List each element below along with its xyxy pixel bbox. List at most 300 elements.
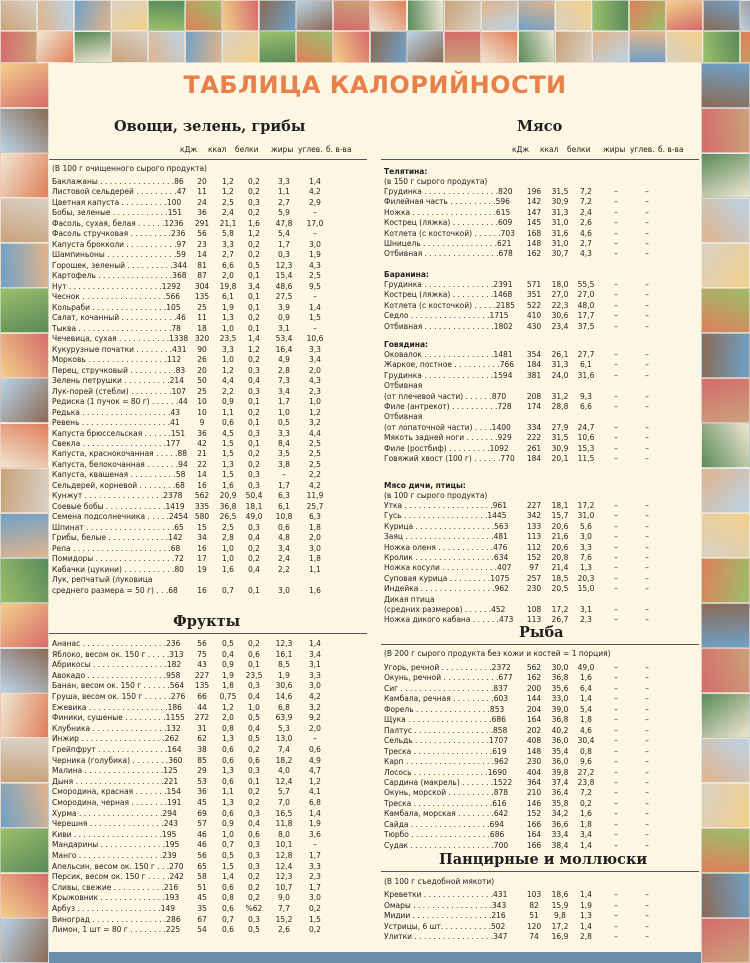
product-name: Шампиньоны . . . . . . . . . . . . . . .59 bbox=[52, 250, 186, 260]
nutrient-value: 7,6 bbox=[580, 553, 592, 562]
nutrient-value: 18,2 bbox=[275, 755, 293, 765]
nutrient-value: 1,6 bbox=[222, 480, 234, 490]
nutrient-value: – bbox=[645, 454, 649, 463]
product-name: Малина . . . . . . . . . . . . . . . . .125 bbox=[52, 766, 178, 776]
table-row bbox=[384, 830, 696, 839]
nutrient-value: 36,4 bbox=[551, 788, 569, 798]
nutrient-value: 152 bbox=[526, 553, 542, 562]
table-row bbox=[52, 809, 364, 818]
nutrient-value: 20 bbox=[197, 177, 207, 186]
table-row bbox=[52, 334, 364, 343]
nutrient-value: 87 bbox=[197, 271, 207, 281]
nutrient-value: 408 bbox=[526, 736, 542, 746]
nutrient-value: 7,3 bbox=[278, 376, 290, 386]
product-name: Курица . . . . . . . . . . . . . . . . .563 bbox=[384, 521, 509, 531]
nutrient-value: – bbox=[614, 798, 618, 808]
product-name: Сельдь . . . . . . . . . . . . . . . .1707 bbox=[384, 736, 509, 746]
nutrient-value: 0,1 bbox=[248, 776, 260, 786]
nutrient-value: 3,3 bbox=[309, 344, 321, 354]
table-row bbox=[52, 703, 364, 712]
nutrient-value: 34 bbox=[197, 533, 207, 543]
nutrient-value: 152 bbox=[526, 809, 542, 819]
product-name: Улитки . . . . . . . . . . . . . . . . .347 bbox=[384, 932, 508, 941]
product-name: Клубника . . . . . . . . . . . . . . . .132 bbox=[52, 723, 181, 733]
nutrient-value: 0,1 bbox=[248, 397, 260, 407]
nutrient-value: 13,0 bbox=[275, 734, 293, 744]
nutrient-value: 5,7 bbox=[278, 787, 290, 797]
nutrient-value: 3,1 bbox=[309, 660, 321, 670]
nutrient-value: 1,2 bbox=[309, 776, 321, 786]
nutrient-value: 39,0 bbox=[551, 704, 569, 714]
collage-photo-tile bbox=[481, 0, 518, 31]
nutrient-value: 3,3 bbox=[580, 542, 592, 552]
nutrient-value: – bbox=[614, 433, 618, 443]
product-name: Инжир . . . . . . . . . . . . . . . . . .262 bbox=[52, 734, 180, 744]
nutrient-value: – bbox=[614, 402, 618, 411]
nutrient-value: 1,4 bbox=[309, 302, 321, 312]
nutrient-value: 5,6 bbox=[580, 521, 592, 531]
nutrient-value: 0,2 bbox=[248, 554, 260, 564]
nutrient-value: 1,9 bbox=[278, 670, 290, 680]
nutrient-value: 3,1 bbox=[278, 323, 290, 333]
nutrient-value: 3,3 bbox=[278, 428, 290, 438]
nutrient-value: 16,9 bbox=[551, 932, 569, 941]
header-protein: белки bbox=[235, 145, 259, 154]
nutrient-value: 2,5 bbox=[222, 522, 234, 532]
product-name: Угорь, речной . . . . . . . . . . .2372 bbox=[384, 663, 511, 672]
table-row bbox=[52, 565, 364, 574]
nutrient-value: 148 bbox=[526, 746, 542, 756]
header-kj: кДж bbox=[512, 145, 530, 154]
nutrient-value: 45 bbox=[197, 893, 207, 903]
nutrient-value: 36,8 bbox=[551, 715, 569, 725]
product-name: Абрикосы . . . . . . . . . . . . . . . .182 bbox=[52, 660, 182, 670]
nutrient-value: 1,0 bbox=[222, 829, 234, 839]
table-row bbox=[52, 460, 364, 469]
nutrient-value: 24,0 bbox=[551, 370, 569, 380]
nutrient-value: 56 bbox=[197, 229, 207, 239]
table-row bbox=[52, 271, 364, 280]
collage-photo-tile bbox=[0, 108, 49, 153]
nutrient-value: 0,8 bbox=[222, 723, 234, 733]
nutrient-value: 21,6 bbox=[551, 532, 569, 542]
product-name: Нут . . . . . . . . . . . . . . . . . . . .1292 bbox=[52, 281, 181, 291]
product-name: Кабачки (цукини) . . . . . . . . . . .80 bbox=[52, 564, 184, 574]
nutrient-value: 55,5 bbox=[577, 280, 595, 289]
table-row bbox=[384, 922, 696, 931]
table-row bbox=[384, 684, 696, 693]
collage-photo-tile bbox=[148, 31, 185, 63]
product-name: Форель . . . . . . . . . . . . . . . .853 bbox=[384, 704, 505, 714]
nutrient-value: 36,8 bbox=[551, 673, 569, 683]
collage-photo-tile bbox=[185, 31, 222, 63]
nutrient-value: 112 bbox=[526, 542, 542, 552]
nutrient-value: 0,4 bbox=[248, 533, 260, 543]
nutrient-value: 46 bbox=[197, 829, 207, 839]
nutrient-value: 19 bbox=[197, 564, 207, 574]
header-kcal: ккал bbox=[540, 145, 559, 154]
product-name: Кукурузные початки . . . . . . . .431 bbox=[52, 344, 187, 354]
nutrient-value: 1,8 bbox=[222, 681, 234, 691]
table-row bbox=[384, 218, 696, 227]
collage-photo-tile bbox=[701, 873, 750, 918]
nutrient-value: 0,5 bbox=[222, 851, 234, 860]
nutrient-value: – bbox=[614, 819, 618, 829]
nutrient-value: 204 bbox=[526, 704, 542, 714]
table-row bbox=[52, 798, 364, 807]
nutrient-value: – bbox=[645, 402, 649, 411]
nutrient-value: 1,8 bbox=[580, 819, 592, 829]
nutrient-value: 3,4 bbox=[278, 543, 290, 553]
nutrient-value: 16,1 bbox=[275, 649, 293, 659]
nutrient-value: 0,9 bbox=[222, 819, 234, 829]
nutrient-value: – bbox=[614, 290, 618, 300]
nutrient-value: 31,6 bbox=[551, 228, 569, 238]
product-name: Говяжий хвост (100 г) . . . . . .770 bbox=[384, 454, 515, 463]
product-name: Цветная капуста . . . . . . . . . .100 bbox=[52, 197, 182, 207]
collage-photo-tile bbox=[370, 0, 407, 31]
nutrient-value: 69 bbox=[197, 808, 207, 818]
table-row bbox=[384, 433, 696, 442]
nutrient-value: 16,4 bbox=[275, 344, 293, 354]
nutrient-value: – bbox=[614, 809, 618, 819]
nutrient-value: 0,5 bbox=[278, 418, 290, 428]
nutrient-value: 1,6 bbox=[580, 673, 592, 683]
nutrient-value: 27,5 bbox=[275, 292, 293, 302]
nutrient-value: 0,6 bbox=[222, 776, 234, 786]
fish-note: (В 200 г сырого продукта без кожи и костей = 1 порция) bbox=[384, 649, 611, 658]
nutrient-value: 1,6 bbox=[248, 218, 260, 228]
table-row bbox=[52, 883, 364, 892]
nutrient-value: 2,8 bbox=[580, 932, 592, 941]
collage-photo-tile bbox=[37, 0, 74, 31]
nutrient-value: 12,4 bbox=[275, 861, 293, 871]
table-row bbox=[52, 523, 364, 532]
header-kcal: ккал bbox=[208, 145, 227, 154]
nutrient-value: 51 bbox=[529, 911, 539, 920]
nutrient-value: 23,5 bbox=[219, 334, 237, 344]
product-name: Индейка . . . . . . . . . . . . . . . .962 bbox=[384, 584, 509, 594]
nutrient-value: 4,9 bbox=[309, 755, 321, 765]
nutrient-value: 1,1 bbox=[222, 407, 234, 417]
nutrient-value: 29 bbox=[197, 766, 207, 776]
nutrient-value: 20 bbox=[197, 365, 207, 375]
nutrient-value: – bbox=[614, 757, 618, 767]
nutrient-value: 1,5 bbox=[309, 914, 321, 924]
nutrient-value: – bbox=[313, 840, 317, 850]
collage-photo-tile bbox=[701, 288, 750, 333]
nutrient-value: 0,1 bbox=[248, 271, 260, 281]
nutrient-value: 37,4 bbox=[551, 777, 569, 787]
nutrient-value: 31,6 bbox=[577, 370, 595, 380]
nutrient-value: – bbox=[614, 663, 618, 672]
nutrient-value: 36,6 bbox=[551, 819, 569, 829]
nutrient-value: 0,6 bbox=[222, 925, 234, 935]
product-name: Шницель . . . . . . . . . . . . . . . .621 bbox=[384, 239, 512, 248]
nutrient-value: 174 bbox=[526, 402, 542, 411]
nutrient-value: 0,1 bbox=[248, 418, 260, 428]
section-title-fish: Рыба bbox=[519, 624, 564, 641]
product-name: Кострец (ляжка) . . . . . . . . .1468 bbox=[384, 290, 513, 300]
nutrient-value: 35,6 bbox=[551, 683, 569, 693]
nutrient-value: 0,2 bbox=[248, 893, 260, 903]
collage-photo-tile bbox=[701, 243, 750, 288]
collage-photo-tile bbox=[0, 468, 49, 513]
header-kj: кДж bbox=[180, 145, 198, 154]
table-row bbox=[52, 692, 364, 701]
nutrient-value: 4,3 bbox=[309, 376, 321, 386]
nutrient-value: – bbox=[614, 715, 618, 725]
nutrient-value: 2,5 bbox=[309, 459, 321, 469]
collage-photo-tile bbox=[629, 0, 666, 31]
table-row bbox=[384, 311, 696, 320]
nutrient-value: 0,1 bbox=[248, 439, 260, 448]
table-row bbox=[384, 563, 696, 572]
nutrient-value: 15,7 bbox=[551, 511, 569, 521]
nutrient-value: 57 bbox=[197, 819, 207, 829]
table-row bbox=[52, 366, 364, 375]
collage-photo-tile bbox=[701, 513, 750, 558]
nutrient-value: – bbox=[645, 280, 649, 289]
nutrient-value: – bbox=[614, 521, 618, 531]
product-name: Редиска (1 пучок = 80 г) . . . . . .44 bbox=[52, 397, 188, 407]
nutrient-value: 1,1 bbox=[222, 787, 234, 797]
product-name: Тыква . . . . . . . . . . . . . . . . . . . .78 bbox=[52, 323, 181, 333]
nutrient-value: 4,6 bbox=[580, 228, 592, 238]
nutrient-value: 168 bbox=[526, 228, 542, 238]
nutrient-value: 108 bbox=[526, 605, 542, 614]
product-name: Лимон, 1 шт = 80 г . . . . . . . .225 bbox=[52, 925, 181, 935]
nutrient-value: 230 bbox=[526, 584, 542, 594]
nutrient-value: 0,3 bbox=[248, 197, 260, 207]
nutrient-value: – bbox=[614, 840, 618, 850]
nutrient-value: 36 bbox=[197, 787, 207, 797]
nutrient-value: 7,2 bbox=[580, 187, 592, 196]
table-row bbox=[384, 736, 696, 745]
product-name: Грейпфрут . . . . . . . . . . . . . . .164 bbox=[52, 745, 182, 754]
collage-photo-tile bbox=[740, 0, 750, 31]
nutrient-value: 1,3 bbox=[222, 459, 234, 469]
nutrient-value: 38 bbox=[197, 745, 207, 754]
nutrient-value: 0,3 bbox=[278, 250, 290, 260]
table-row bbox=[52, 840, 364, 849]
nutrient-value: 51 bbox=[197, 882, 207, 892]
product-name: Капуста брокколи . . . . . . . . . . .97 bbox=[52, 239, 187, 249]
nutrient-value: 1,0 bbox=[222, 355, 234, 365]
nutrient-value: 2,7 bbox=[222, 250, 234, 260]
collage-photo-tile bbox=[0, 828, 49, 873]
nutrient-value: 1,4 bbox=[580, 921, 592, 931]
nutrient-value: 4,0 bbox=[278, 766, 290, 776]
nutrient-value: 1,0 bbox=[222, 554, 234, 564]
product-name: Кольраби . . . . . . . . . . . . . . . .105 bbox=[52, 302, 181, 312]
nutrient-value: 33,0 bbox=[551, 694, 569, 704]
product-name: Манго . . . . . . . . . . . . . . . . . .239 bbox=[52, 851, 177, 860]
nutrient-value: 0,2 bbox=[248, 250, 260, 260]
product-name: Сиг . . . . . . . . . . . . . . . . . . . .837 bbox=[384, 683, 508, 693]
table-row bbox=[52, 819, 364, 828]
table-row bbox=[384, 788, 696, 797]
nutrient-value: 18,6 bbox=[551, 890, 569, 899]
product-name: Ножка . . . . . . . . . . . . . . . . . .615 bbox=[384, 207, 511, 217]
nutrient-value: 404 bbox=[526, 767, 542, 777]
nutrient-value: – bbox=[645, 197, 649, 207]
nutrient-value: – bbox=[645, 683, 649, 693]
table-row bbox=[384, 901, 696, 910]
column-headers-right bbox=[381, 145, 699, 155]
nutrient-value: 2,8 bbox=[222, 533, 234, 543]
nutrient-value: 571 bbox=[526, 280, 542, 289]
nutrient-value: – bbox=[645, 767, 649, 777]
nutrient-value: 522 bbox=[526, 300, 542, 310]
nutrient-value: 20,6 bbox=[551, 521, 569, 531]
nutrient-value: 14 bbox=[197, 470, 207, 480]
nutrient-value: 0,2 bbox=[248, 459, 260, 469]
product-name: Капуста, белокочанная . . . . . . .94 bbox=[52, 459, 188, 469]
nutrient-value: 257 bbox=[526, 573, 542, 583]
product-name: Перец, стручковый . . . . . . . . . .83 bbox=[52, 365, 186, 375]
collage-photo-tile bbox=[518, 31, 555, 63]
nutrient-value: 320 bbox=[194, 334, 210, 344]
nutrient-value: – bbox=[614, 683, 618, 693]
nutrient-value: 164 bbox=[526, 715, 542, 725]
product-name: Отбивная bbox=[384, 381, 423, 391]
nutrient-value: 0,2 bbox=[248, 745, 260, 754]
nutrient-value: 1,8 bbox=[580, 715, 592, 725]
nutrient-value: – bbox=[645, 501, 649, 510]
nutrient-value: 1,4 bbox=[580, 694, 592, 704]
nutrient-value: 25 bbox=[197, 302, 207, 312]
nutrient-value: 144 bbox=[526, 694, 542, 704]
nutrient-value: 222 bbox=[526, 433, 542, 443]
nutrient-value: 6,6 bbox=[222, 260, 234, 270]
nutrient-value: 1,4 bbox=[309, 639, 321, 648]
table-row bbox=[52, 303, 364, 312]
product-name: Креветки . . . . . . . . . . . . . . .431 bbox=[384, 890, 508, 899]
collage-photo-tile bbox=[222, 31, 259, 63]
nutrient-value: 31,0 bbox=[577, 511, 595, 521]
product-name: Заяц . . . . . . . . . . . . . . . . . . .481 bbox=[384, 532, 508, 542]
nutrient-value: 3,3 bbox=[278, 177, 290, 186]
nutrient-value: 0,2 bbox=[248, 872, 260, 882]
table-row bbox=[52, 187, 364, 196]
nutrient-value: 6,3 bbox=[278, 491, 290, 501]
nutrient-value: 27,7 bbox=[577, 350, 595, 359]
nutrient-value: 0,3 bbox=[248, 766, 260, 776]
nutrient-value: 17,2 bbox=[551, 605, 569, 614]
nutrient-value: 26,1 bbox=[551, 350, 569, 359]
table-row bbox=[52, 481, 364, 490]
nutrient-value: – bbox=[645, 391, 649, 401]
nutrient-value: 9,3 bbox=[580, 391, 592, 401]
collage-photo-tile bbox=[0, 288, 49, 333]
nutrient-value: 0,7 bbox=[222, 585, 234, 595]
nutrient-value: 8,0 bbox=[278, 829, 290, 839]
product-name: Шпинат . . . . . . . . . . . . . . . . . . .65 bbox=[52, 522, 184, 532]
nutrient-value: – bbox=[614, 360, 618, 370]
product-name: Оковалок . . . . . . . . . . . . . . .1481 bbox=[384, 350, 513, 359]
nutrient-value: 1,7 bbox=[309, 851, 321, 860]
nutrient-value: 20,6 bbox=[551, 542, 569, 552]
nutrient-value: 6,1 bbox=[278, 501, 290, 511]
nutrient-value: 0,1 bbox=[248, 660, 260, 670]
product-name: Капуста, краснокочанная . . . . .88 bbox=[52, 449, 188, 459]
nutrient-value: 0,6 bbox=[248, 649, 260, 659]
collage-photo-tile bbox=[333, 0, 370, 31]
nutrient-value: 33,4 bbox=[551, 830, 569, 840]
table-row bbox=[52, 830, 364, 839]
nutrient-value: 10,1 bbox=[275, 840, 293, 850]
product-name: Сливы, свежие . . . . . . . . . . .216 bbox=[52, 882, 179, 892]
collage-photo-tile bbox=[703, 0, 740, 31]
nutrient-value: – bbox=[645, 663, 649, 672]
product-name: Филе (ростбиф) . . . . . . . . .1092 bbox=[384, 443, 509, 453]
nutrient-value: 4,4 bbox=[222, 376, 234, 386]
nutrient-value: – bbox=[645, 228, 649, 238]
nutrient-value: 1,9 bbox=[309, 250, 321, 260]
nutrient-value: 37,5 bbox=[577, 321, 595, 331]
nutrient-value: 10,6 bbox=[306, 334, 324, 344]
nutrient-value: – bbox=[645, 777, 649, 787]
table-row bbox=[52, 533, 364, 542]
nutrient-value: 1,4 bbox=[580, 890, 592, 899]
nutrient-value: 1,4 bbox=[580, 840, 592, 850]
nutrient-value: 1,9 bbox=[222, 302, 234, 312]
nutrient-value: 27,9 bbox=[551, 422, 569, 432]
nutrient-value: 43 bbox=[197, 660, 207, 670]
nutrient-value: – bbox=[614, 511, 618, 521]
nutrient-value: 25 bbox=[197, 386, 207, 396]
nutrient-value: 21,4 bbox=[551, 563, 569, 573]
nutrient-value: 4,7 bbox=[309, 766, 321, 776]
collage-photo-tile bbox=[0, 603, 49, 648]
table-row bbox=[384, 239, 696, 248]
table-row bbox=[52, 586, 364, 595]
nutrient-value: 2,0 bbox=[309, 533, 321, 543]
table-row bbox=[384, 932, 696, 941]
nutrient-value: 36,8 bbox=[219, 501, 237, 511]
nutrient-value: 6,8 bbox=[278, 702, 290, 712]
collage-photo-tile bbox=[701, 63, 750, 108]
table-row bbox=[384, 768, 696, 777]
collage-photo-tile bbox=[518, 0, 555, 31]
nutrient-value: – bbox=[614, 911, 618, 920]
product-name: Карп . . . . . . . . . . . . . . . . . . .962 bbox=[384, 757, 509, 767]
product-name: Устрицы, 6 шт. . . . . . . . . . .502 bbox=[384, 921, 506, 931]
table-row bbox=[52, 502, 364, 511]
nutrient-value: 1,2 bbox=[222, 187, 234, 197]
nutrient-value: 54 bbox=[197, 925, 207, 935]
collage-photo-tile bbox=[701, 783, 750, 828]
nutrient-value: 4,8 bbox=[278, 533, 290, 543]
nutrient-value: 42 bbox=[197, 439, 207, 448]
table-row bbox=[384, 673, 696, 682]
table-row bbox=[52, 713, 364, 722]
nutrient-value: – bbox=[645, 187, 649, 196]
nutrient-value: – bbox=[614, 767, 618, 777]
nutrient-value: 1,2 bbox=[222, 702, 234, 712]
collage-photo-tile bbox=[296, 0, 333, 31]
table-row bbox=[384, 595, 696, 604]
nutrient-value: 0,6 bbox=[222, 418, 234, 428]
nutrient-value: 11,9 bbox=[306, 491, 324, 501]
collage-photo-tile bbox=[701, 108, 750, 153]
nutrient-value: 0,2 bbox=[248, 208, 260, 218]
product-name: Смородина, черная . . . . . . . .191 bbox=[52, 798, 182, 807]
table-row bbox=[52, 250, 364, 259]
nutrient-value: – bbox=[645, 788, 649, 798]
table-row bbox=[384, 911, 696, 920]
